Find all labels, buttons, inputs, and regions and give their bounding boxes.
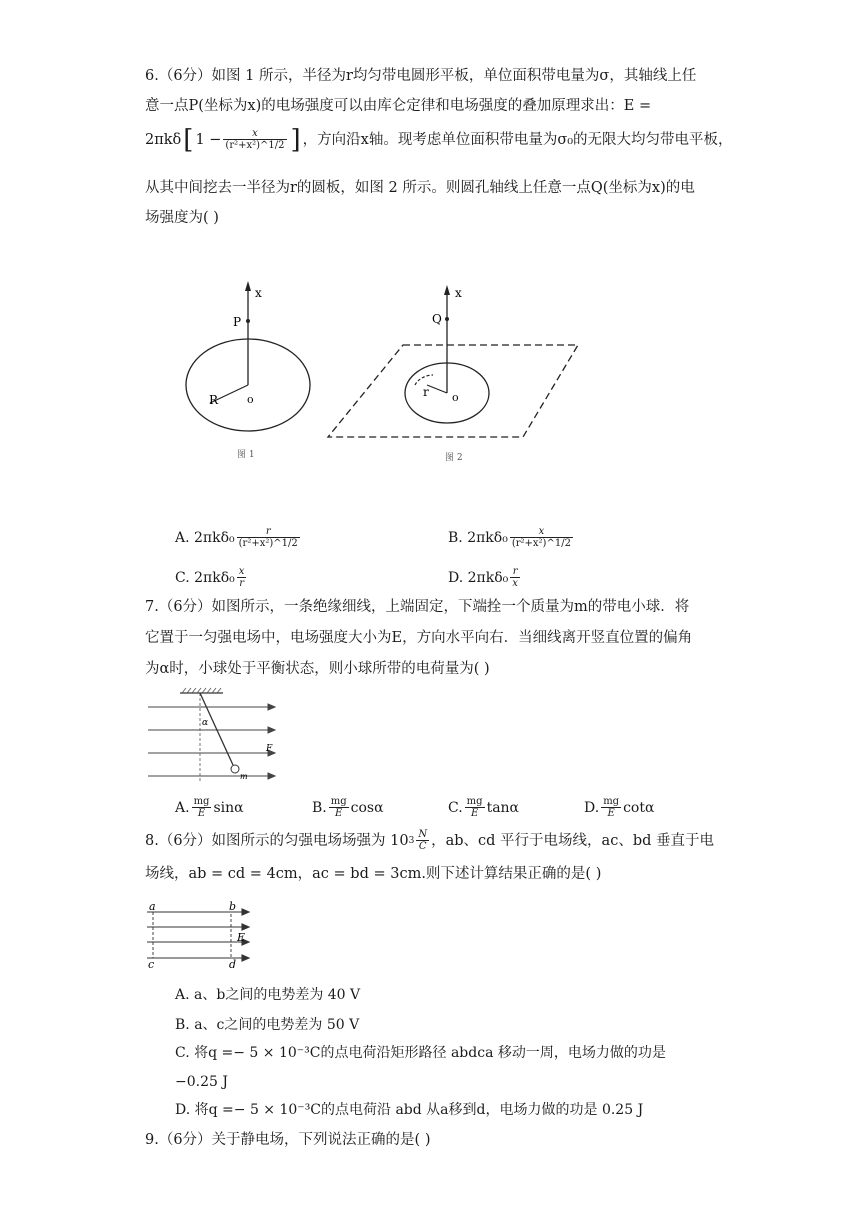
q6-line-5: 场强度为( ) [145, 210, 219, 226]
q9-line-1: 9.（6分）关于静电场，下列说法正确的是( ) [145, 1132, 431, 1148]
q6-formula-fraction: $\frac{x}{\text{(r²+x²)\textasciicircum{}1/2}}$ [225, 128, 285, 151]
fig2-radius-label: r [423, 385, 429, 399]
fig2-point-label: Q [432, 312, 442, 326]
fig1-axis-label: x [255, 286, 262, 300]
q8-option-a[interactable]: A. a、b之间的电势差为 40 V [175, 987, 361, 1003]
q8-point-c: c [148, 958, 155, 971]
fig2-caption: 图 2 [445, 453, 463, 463]
q8-option-d[interactable]: D. 将q =− 5 × 10⁻³C的点电荷沿 abd 从a移到d，电场力做的功是 0.25 J [175, 1102, 644, 1118]
fig2-origin-label: o [452, 391, 459, 404]
q7-force-label: F [266, 744, 273, 754]
q7-line-2: 它置于一匀强电场中，电场强度大小为E，方向水平向右．当细线离开竖直位置的偏角 [145, 630, 693, 646]
bracket-open: [ [183, 124, 194, 155]
q6-option-d[interactable]: D. 2πkδ₀ $\frac{r}{x}$ [448, 566, 518, 589]
q6-option-a[interactable]: A. 2πkδ₀ $\frac{r}{\text{(r²+x²)\textasciicircum{}1/2}}$ [175, 526, 298, 549]
figure-1 [186, 281, 310, 460]
q6-option-c[interactable]: C. 2πkδ₀ $\frac{x}{r}$ [175, 566, 245, 589]
q7-option-c[interactable]: C. $\frac{mg}{E}$ tanα [448, 796, 520, 819]
fig1-radius-label: R [209, 393, 219, 407]
q8-option-b[interactable]: B. a、c之间的电势差为 50 V [175, 1017, 360, 1033]
fig1-origin-label: o [247, 393, 254, 406]
q6-line-4: 从其中间挖去一半径为r的圆板，如图 2 所示。则圆孔轴线上任意一点Q(坐标为x)的电 [145, 180, 695, 196]
q6-line-3 [145, 124, 733, 155]
q7-option-b[interactable]: B. $\frac{mg}{E}$ cosα [312, 796, 384, 819]
q6-line-3-rest: ，方向沿x轴。现考虑单位面积带电量为σ₀的无限大均匀带电平板， [302, 131, 733, 148]
figure-2 [328, 285, 578, 463]
q8-figure [145, 898, 257, 972]
q8-point-b: b [229, 900, 237, 913]
q8-line-2: 场线，ab = cd = 4cm，ac = bd = 3cm.则下述计算结果正确的是( ) [145, 866, 602, 882]
q8-line-1: 8.（6分）如图所示的匀强电场场强为 10 3 $\frac{N}{C}$ ，ab、cd 平行于电场线，ac、bd 垂直于电 [145, 829, 714, 852]
q6-figures [175, 275, 595, 470]
q8-option-c[interactable]: C. 将q =− 5 × 10⁻³C的点电荷沿矩形路径 abdca 移动一周，电场力做的功是 [175, 1045, 666, 1061]
q6-line-2: 意一点P(坐标为x)的电场强度可以由库仑定律和电场强度的叠加原理求出：E = [145, 98, 652, 114]
q6-formula-coef: 2πkδ [145, 131, 182, 148]
bracket-close: ] [290, 124, 301, 155]
fig2-axis-label: x [455, 286, 462, 300]
q8-point-a: a [149, 900, 156, 913]
q7-line-3: 为α时，小球处于平衡状态，则小球所带的电荷量为( ) [145, 661, 490, 677]
q7-figure [145, 687, 280, 787]
q7-option-d[interactable]: D. $\frac{mg}{E}$ cotα [584, 796, 655, 819]
q7-option-a[interactable]: A. $\frac{mg}{E}$ sinα [175, 796, 244, 819]
q7-angle-label: α [202, 718, 209, 728]
q6-option-b[interactable]: B. 2πkδ₀ $\frac{x}{\text{(r²+x²)\textasciicircum{}1/2}}$ [448, 526, 571, 549]
q6-formula-one: 1 − [195, 131, 222, 148]
q8-option-c-continued: −0.25 J [175, 1074, 228, 1090]
fig1-caption: 图 1 [237, 450, 255, 460]
q8-point-d: d [229, 958, 237, 971]
q6-line-1: 6.（6分）如图 1 所示，半径为r均匀带电圆形平板，单位面积带电量为σ，其轴线上任 [145, 68, 697, 84]
q8-field-label: E [237, 931, 246, 944]
fig1-point-label: P [233, 315, 242, 329]
q7-line-1: 7.（6分）如图所示，一条绝缘细线，上端固定，下端拴一个质量为m的带电小球．将 [145, 599, 690, 615]
q7-mass-label: m [240, 772, 248, 781]
